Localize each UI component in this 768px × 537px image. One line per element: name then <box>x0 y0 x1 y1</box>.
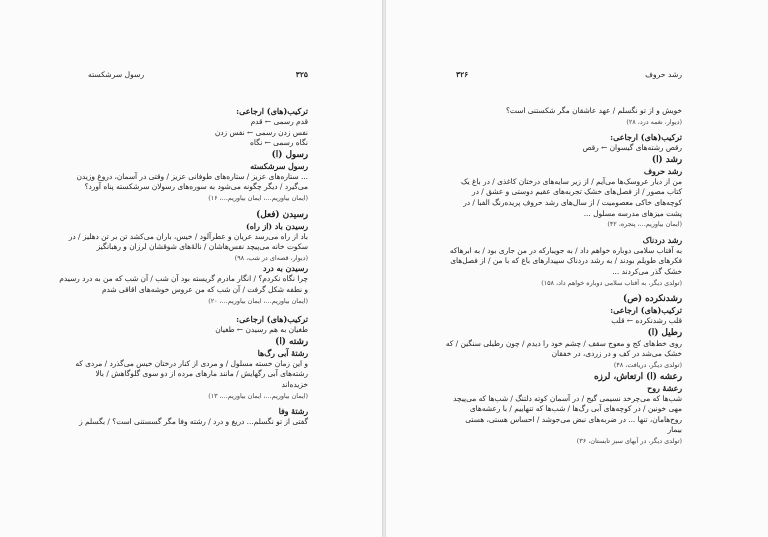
entry-subheading: رشد دردناک <box>642 235 682 245</box>
running-title: رسول سرشکسته <box>88 69 145 79</box>
quote-line: باد از راه می‌رسد عریان و عطرآلود / خیس، باران می‌کشد تن بر تن دهلیز / در <box>68 231 308 241</box>
left-page-header <box>88 70 308 80</box>
citation: (تولدی دیگر، در آبهای سبز تابستان، ۳۶) <box>576 436 682 445</box>
quote-line: سکوت خانه می‌پیچد نفس‌هاشان / نالهٔ‌های شوقشان لرزان و رهبانگیز <box>96 242 308 252</box>
running-title: رشد حروف <box>645 69 682 79</box>
entry-subheading: رسیدن باد (از راه) <box>246 221 308 231</box>
entry-subheading: رسیدن به درد <box>263 264 308 274</box>
right-page <box>445 69 682 446</box>
reference-line: طغیان به هم رسیدن ← طغیان <box>215 325 308 335</box>
left-page <box>59 69 308 428</box>
quote-line: ... ستاره‌های عزیز / ستاره‌های طوفانی عزیز / وقتی در آسمان، دروغ وزیدن <box>76 171 308 181</box>
entry-headword: رعشه (ا) ارتعاش، لرزه <box>593 371 682 382</box>
quote-line: من از دیار عروسک‌ها می‌آیم / از زیر سایه‌های درختان کاغذی / در باغ یک <box>460 176 682 186</box>
page-number: ۳۲۵ <box>295 69 308 79</box>
section-heading: ترکیب(های) ارجاعی: <box>610 132 682 143</box>
citation: (ایمان بیاوریم...، ایمان بیاوریم...، ۱۶) <box>208 193 308 202</box>
reference-line: قلب رشدنکرده ← قلب <box>611 316 682 326</box>
entry-headword: رشد (ا) <box>651 154 682 165</box>
entry-headword: رطیل (ا) <box>647 327 682 338</box>
citation: (ایمان بیاوریم...، پنجره، ۴۲) <box>607 220 682 229</box>
entry-subheading: رشتهٔ وفا <box>278 407 308 417</box>
quote-line: کوچه‌های خاکی معصومیت / از سال‌های رشد حروف پریده‌رنگ الفبا / در <box>463 197 682 207</box>
entry-headword: رسول (ا) <box>271 149 308 160</box>
right-page-header <box>456 70 682 80</box>
quote-line: بیمار <box>667 425 682 435</box>
reference-line: قدم رسمی ← قدم <box>250 117 308 126</box>
entry-headword: رشته (ا) <box>275 336 308 347</box>
quote-line: چرا نگاه نکردم؟ / انگار مادرم گریسته بود آن شب / آن شب که من به درد رسیدم <box>59 274 308 284</box>
quote-line: خشک می‌شد در کف و در زردی، در خفقان <box>551 349 682 359</box>
citation: (دیوار، قصه‌ای در شب، ۹۸) <box>234 253 308 262</box>
citation: (ایمان بیاوریم...، ایمان بیاوریم...، ۲۰) <box>208 296 308 305</box>
reference-line: نفس زدن رسمی ← نفس زدن <box>214 127 308 137</box>
citation: (ایمان بیاوریم...، ایمان بیاوریم...، ۱۳) <box>208 391 308 400</box>
reference-line: نگاه رسمی ← نگاه <box>250 138 308 148</box>
quote-line: خشک گذر می‌کردند ... <box>612 266 682 276</box>
entry-subheading: رشتهٔ آبی رگ‌ها <box>257 348 308 358</box>
quote-line: روح‌هامان، تنها ... در ضربه‌های نبض می‌جوشد / احساس هستی، هستی <box>465 414 682 424</box>
quote-line: رشته‌های آبی رگهایش / مانند مارهای مرده از دو سوی گلوگاهش / بالا <box>95 369 308 379</box>
quote-line: به آفتاب سلامی دوباره خواهم داد / به جویبارکه در من جاری بود / به ابرهاکه <box>449 245 682 255</box>
citation: (تولدی دیگر، به آفتاب سلامی دوباره خواهم داد، ۱۵۸) <box>541 278 682 287</box>
reference-line: رقص رشته‌های گیسوان ← رقص <box>582 143 682 153</box>
entry-subheading: رشد حروف <box>643 166 682 176</box>
quote-line: و نطفه شکل گرفت / آن شب که من عروس خوشه‌های اقاقی شدم <box>101 284 308 294</box>
section-heading: ترکیب(های) ارجاعی: <box>610 305 682 316</box>
quote-line: مهی خونین / در کوچه‌های آبی رگ‌ها / شب‌ها که تنهاییم / با رعشه‌های <box>469 404 682 414</box>
entry-headword: رسیدن (فعل) <box>256 209 308 220</box>
entry-subheading: رعشهٔ روح <box>647 383 682 393</box>
quote-line: فکرهای طویلم بودند / به رشد دردناک سپیدارهای باغ که با من / از فصل‌های <box>450 256 682 266</box>
quote-line: و این زمان خسته مسلول / و مردی از کنار درختان خیس می‌گذرد / مردی که <box>75 358 308 368</box>
citation: (دیوار، نغمه درد، ۲۸) <box>626 117 682 126</box>
section-heading: ترکیب(های) ارجاعی: <box>236 106 308 116</box>
page-number: ۳۲۶ <box>456 69 469 79</box>
entry-headword: رشدنکرده (ص) <box>623 294 682 305</box>
citation: (تولدی دیگر، دریافت، ۴۸) <box>613 360 682 369</box>
quote-line: می‌گیرد / دیگر چگونه می‌شود به سوره‌های رسولان سرشکسته پناه آورد؟ <box>84 182 308 192</box>
quote-line: خویش و از تو نگسلم / عهد عاشقان مگر شکستنی است؟ <box>505 106 682 115</box>
quote-line: خزیده‌اند <box>281 379 308 389</box>
book-gutter <box>382 0 386 537</box>
quote-line: کتاب مصور / از فصل‌های خشک تجربه‌های عقیم دوستی و عشق / در <box>472 187 682 197</box>
quote-line: شب‌ها که می‌چرخد نسیمی گیج / در آسمان کوته دلتنگ / شب‌ها که می‌پیچد <box>453 393 682 403</box>
section-heading: ترکیب(های) ارجاعی: <box>236 314 308 325</box>
quote-line: پشت میزهای مدرسه مسلول ... <box>583 208 682 218</box>
quote-line: گفتی از تو نگسلم... دریغ و درد / رشته وفا مگر گسستنی است؟ / بگسلم ز <box>79 417 308 427</box>
quote-line: روی خط‌های کج و معوج سقف / چشم خود را دیدم / چون رطیلی سنگین / که <box>445 338 682 348</box>
entry-subheading: رسول سرشکسته <box>250 161 308 171</box>
